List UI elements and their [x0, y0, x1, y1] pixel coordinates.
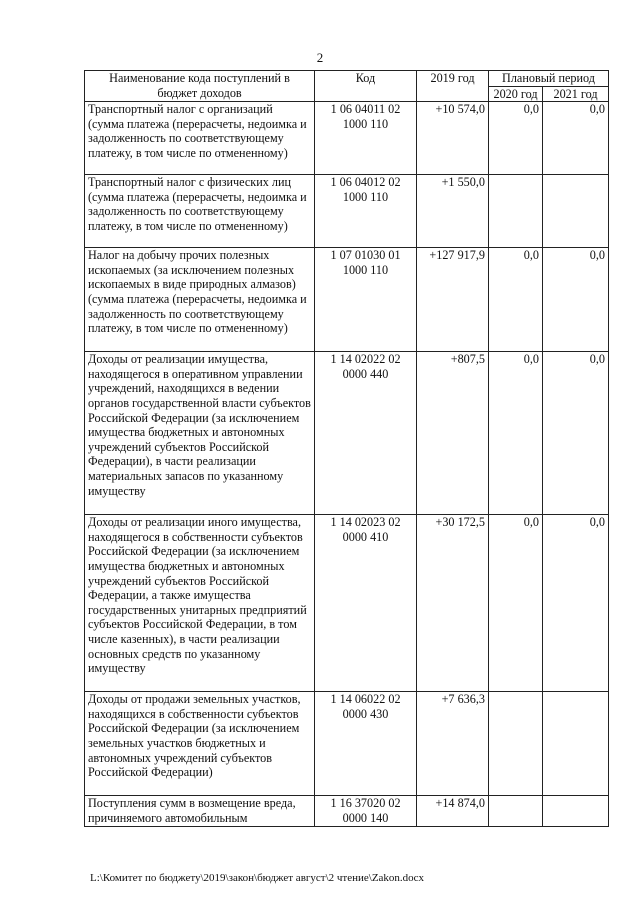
table-row [85, 692, 609, 796]
table-row [85, 102, 609, 175]
row-code: 1 06 04012 02 1000 110 [315, 175, 417, 248]
row-2020 [489, 692, 543, 796]
row-code: 1 14 02022 02 0000 440 [315, 352, 417, 515]
row-2021: 0,0 [543, 248, 609, 352]
row-2020 [489, 175, 543, 248]
row-2020 [489, 796, 543, 827]
row-name: Транспортный налог с организаций (сумма платежа (перерасчеты, недоимка и задолженность по соответствующему платежу, в том числе по отмененному) [85, 102, 315, 175]
table-row [85, 248, 609, 352]
table-row [85, 515, 609, 692]
row-2019: +30 172,5 [417, 515, 489, 692]
row-2020: 0,0 [489, 352, 543, 515]
row-2021 [543, 175, 609, 248]
row-name: Доходы от продажи земельных участков, находящихся в собственности субъектов Российской Федерации (за исключением земельных участков бюджетных и автономных учреждений субъектов Российской Федерации) [85, 692, 315, 796]
row-name: Доходы от реализации имущества, находящегося в оперативном управлении учреждений, находящихся в ведении органов государственной власти субъектов Российской Федерации (за исключением имущества бюджетных и автономных учреждений субъектов Российской Федерации), в части реализации материальных запасов по указанному имуществу [85, 352, 315, 515]
row-2019: +807,5 [417, 352, 489, 515]
row-2021: 0,0 [543, 352, 609, 515]
row-2019: +7 636,3 [417, 692, 489, 796]
header-plan-period: Плановый период [489, 71, 609, 87]
row-name: Доходы от реализации иного имущества, находящегося в собственности субъектов Российской Федерации (за исключением имущества бюджетных и автономных учреждений субъектов Российской Федерации, а также имущества государственных унитарных предприятий субъектов Российской Федерации, в том числе казенных), в части реализации основных средств по указанному имуществу [85, 515, 315, 692]
row-code: 1 07 01030 01 1000 110 [315, 248, 417, 352]
header-2021: 2021 год [543, 86, 609, 102]
row-2020: 0,0 [489, 102, 543, 175]
footer-file-path: L:\Комитет по бюджету\2019\закон\бюджет август\2 чтение\Zakon.docx [90, 872, 425, 884]
row-2019: +127 917,9 [417, 248, 489, 352]
header-2020: 2020 год [489, 86, 543, 102]
row-2021: 0,0 [543, 102, 609, 175]
row-2020: 0,0 [489, 515, 543, 692]
row-code: 1 16 37020 02 0000 140 [315, 796, 417, 827]
row-2021 [543, 796, 609, 827]
row-code: 1 06 04011 02 1000 110 [315, 102, 417, 175]
table-row [85, 352, 609, 515]
row-code: 1 14 02023 02 0000 410 [315, 515, 417, 692]
header-code: Код [315, 71, 417, 102]
row-name: Транспортный налог с физических лиц (сумма платежа (перерасчеты, недоимка и задолженность по соответствующему платежу, в том числе по отмененному) [85, 175, 315, 248]
row-name: Налог на добычу прочих полезных ископаемых (за исключением полезных ископаемых в виде природных алмазов) (сумма платежа (перерасчеты, недоимка и задолженность по соответствующему платежу, в том числе по отмененному) [85, 248, 315, 352]
row-2019: +1 550,0 [417, 175, 489, 248]
row-2019: +14 874,0 [417, 796, 489, 827]
row-name: Поступления сумм в возмещение вреда, причиняемого автомобильным [85, 796, 315, 827]
table-row [85, 796, 609, 827]
budget-revenue-table [84, 70, 609, 827]
header-2019: 2019 год [417, 71, 489, 102]
page-number: 2 [316, 50, 324, 65]
row-2021 [543, 692, 609, 796]
table-row [85, 175, 609, 248]
row-2020: 0,0 [489, 248, 543, 352]
row-code: 1 14 06022 02 0000 430 [315, 692, 417, 796]
row-2019: +10 574,0 [417, 102, 489, 175]
row-2021: 0,0 [543, 515, 609, 692]
header-name: Наименование кода поступлений в бюджет доходов [85, 71, 315, 102]
